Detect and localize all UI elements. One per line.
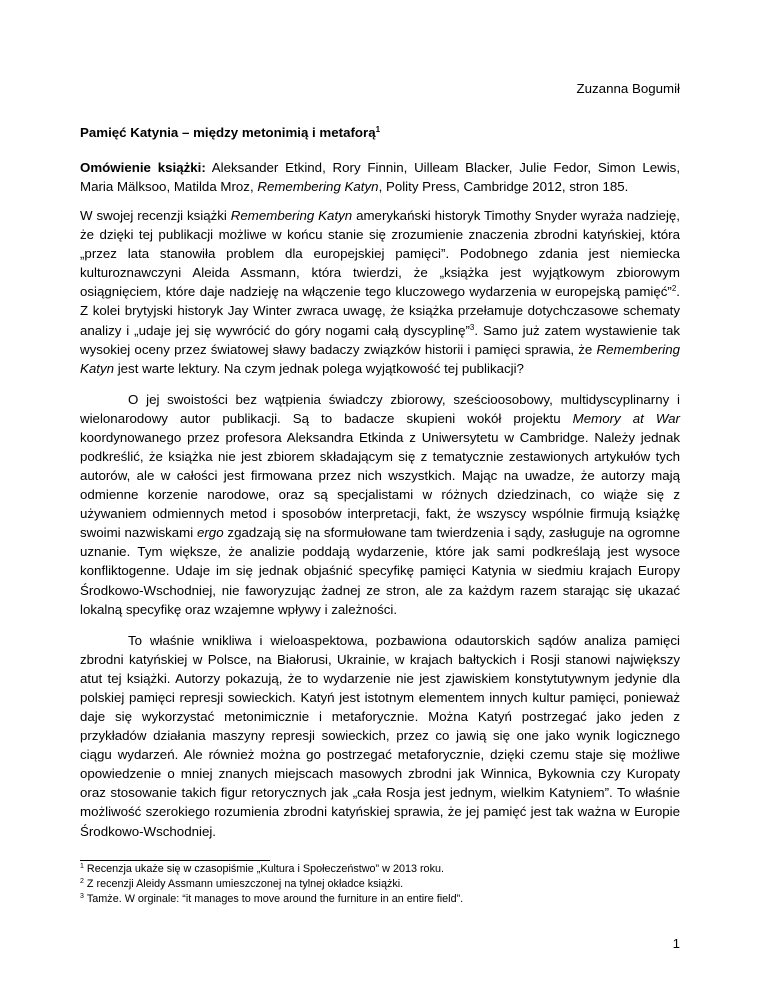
document-page (80, 0, 680, 994)
review-publisher: , Polity Press, Cambridge 2012, stron 185. (378, 179, 629, 194)
title-footnote-marker: 1 (375, 125, 381, 134)
p2-project-name: Memory at War (572, 410, 680, 426)
footnote-3 (80, 892, 680, 907)
p2-text-1: O jej swoistości bez wątpienia świadczy zbiorowy, sześcioosobowy, multidyscyplinarny i wielonarodowy autor publikacji. Są to badacze skupieni wokół projektu (80, 391, 680, 426)
author-name: Zuzanna Bogumił (576, 81, 680, 96)
footnote-1 (80, 862, 680, 877)
review-authors: Aleksander Etkind, Rory Finnin, Uilleam Blacker, Julie Fedor, Simon Lewis, Maria Mälksoo, Matilda Mroz, (80, 160, 681, 194)
p1-text-3: . Z kolei brytyjski historyk Jay Winter zwraca uwagę, że książka przełamuje dotychczasowe schematy analizy i „udaje jej się wywrócić do góry nogami całą dyscyplinę” (80, 284, 680, 338)
review-book-title: Remembering Katyn (257, 179, 379, 194)
p2-ergo: ergo (196, 525, 224, 541)
paragraph-3: To właśnie wnikliwa i wieloaspektowa, pozbawiona odautorskich sądów analiza pamięci zbrodni katyńskiej w Polsce, na Białorusi, Ukrainie, w krajach bałtyckich i Rosji stanowi największy atut tej książki. Autorzy pokazują, że to wydarzenie nie jest zjawiskiem konstytutywnym jedynie dla polskiej pamięci represji sowieckich. Katyń jest istotnym elementem innych kultur pamięci, ponieważ daje się wykorzystać metonimicznie i metaforycznie. Można Katyń postrzegać jako jeden z przykładów działania maszyny represji sowieckich, przez co jawią się one jako wynik logicznego ciągu wydarzeń. Ale również można go postrzegać metaforycznie, dzięki czemu staje się możliwe opowiedzenie o mniej znanych miejscach masowych zbrodni jak Winnica, Bykownia czy Kuropaty oraz stosowanie takich figur retorycznych jak „cała Rosja jest jednym, wielkim Katyniem”. To właśnie możliwość szerokiego rozumienia zbrodni katyńskiej sprawia, że jej pamięć jest tak ważna w Europie Środkowo-Wschodniej. (80, 632, 680, 839)
p1-text-2: amerykański historyk Timothy Snyder wyraża nadzieję, że dzięki tej publikacji możliwe w końcu stanie się zrozumienie znaczenia zbrodni katyńskiej, która „przez lata stanowiła problem dla europejskiej pamięci”. Podobnego zdania jest niemiecka kulturoznawczyni Aleida Assmann, która twierdzi, że „książka jest wyjątkowym zbiorowym osiągnięciem, które daje nadzieję na włączenie tego kluczowego wydarzenia w europejską pamięć” (80, 208, 680, 300)
footnote-1-number: 1 (80, 863, 84, 870)
paragraph-2 (80, 390, 680, 619)
paragraph-1 (80, 206, 680, 378)
footnote-separator (80, 860, 270, 861)
p1-text-1: W swojej recenzji książki (80, 208, 231, 223)
document-title (80, 124, 380, 142)
review-info (80, 158, 680, 196)
p1-text-4: . Samo już zatem wystawienie tak wysokiej oceny przez światowej sławy badaczy związków historii i pamięci sprawia, że (80, 322, 680, 357)
p1-book-title-1: Remembering Katyn (230, 208, 353, 223)
footnote-2-number: 2 (80, 878, 84, 886)
footnote-1-text: Recenzja ukaże się w czasopiśmie „Kultura i Społeczeństwo” w 2013 roku. (86, 863, 444, 875)
footnote-2 (80, 877, 680, 892)
footnote-2-text: Z recenzji Aleidy Assmann umieszczonej na tylnej okładce książki. (86, 878, 404, 891)
footnote-3-number: 3 (80, 893, 84, 901)
p2-text-2: koordynowanego przez profesora Aleksandra Etkinda z Uniwersytetu w Cambridge. Należy jednak podkreślić, że książka nie jest zbiorem składającym się z tematycznie zestawionych artykułów tych autorów, ale w całości jest firmowana przez nich wszystkich. Mając na uwadze, że autorzy mają odmienne korzenie narodowe, oraz są specjalistami w różnych dziedzinach, co wiąże się z używaniem odmiennych metod i sposobów interpretacji, fakt, że wszyscy wspólnie firmują książkę swoimi nazwiskami (80, 429, 680, 541)
p2-text-3: zgadzają się na sformułowane tam twierdzenia i sądy, zasługuje na ogromne uznanie. Tym większe, że analizie poddają wydarzenie, które jak sami podkreślają jest wysoce konfliktogenne. Udaje im się jednak objaśnić specyfikę pamięci Katynia w siedmiu krajach Europy Środkowo-Wschodniej, nie faworyzując żadnej ze stron, ale za każdym razem starając się ukazać lokalną specyfikę oraz wzajemne wpływy i zależności. (80, 525, 680, 617)
footnote-marker-3: 3 (469, 322, 475, 332)
body-text (80, 206, 680, 852)
footnote-3-text: Tamże. W orginale: “it manages to move around the furniture in an entire field”. (86, 893, 464, 906)
footnote-marker-2: 2 (671, 284, 677, 294)
page-number: 1 (672, 936, 680, 951)
review-label: Omówienie książki: (80, 160, 206, 175)
footnotes (80, 862, 680, 908)
p1-book-title-2: Remembering Katyn (80, 341, 680, 376)
title-text: Pamięć Katynia – między metonimią i metaforą (80, 125, 376, 140)
p1-text-5: jest warte lektury. Na czym jednak polega wyjątkowość tej publikacji? (114, 360, 524, 376)
